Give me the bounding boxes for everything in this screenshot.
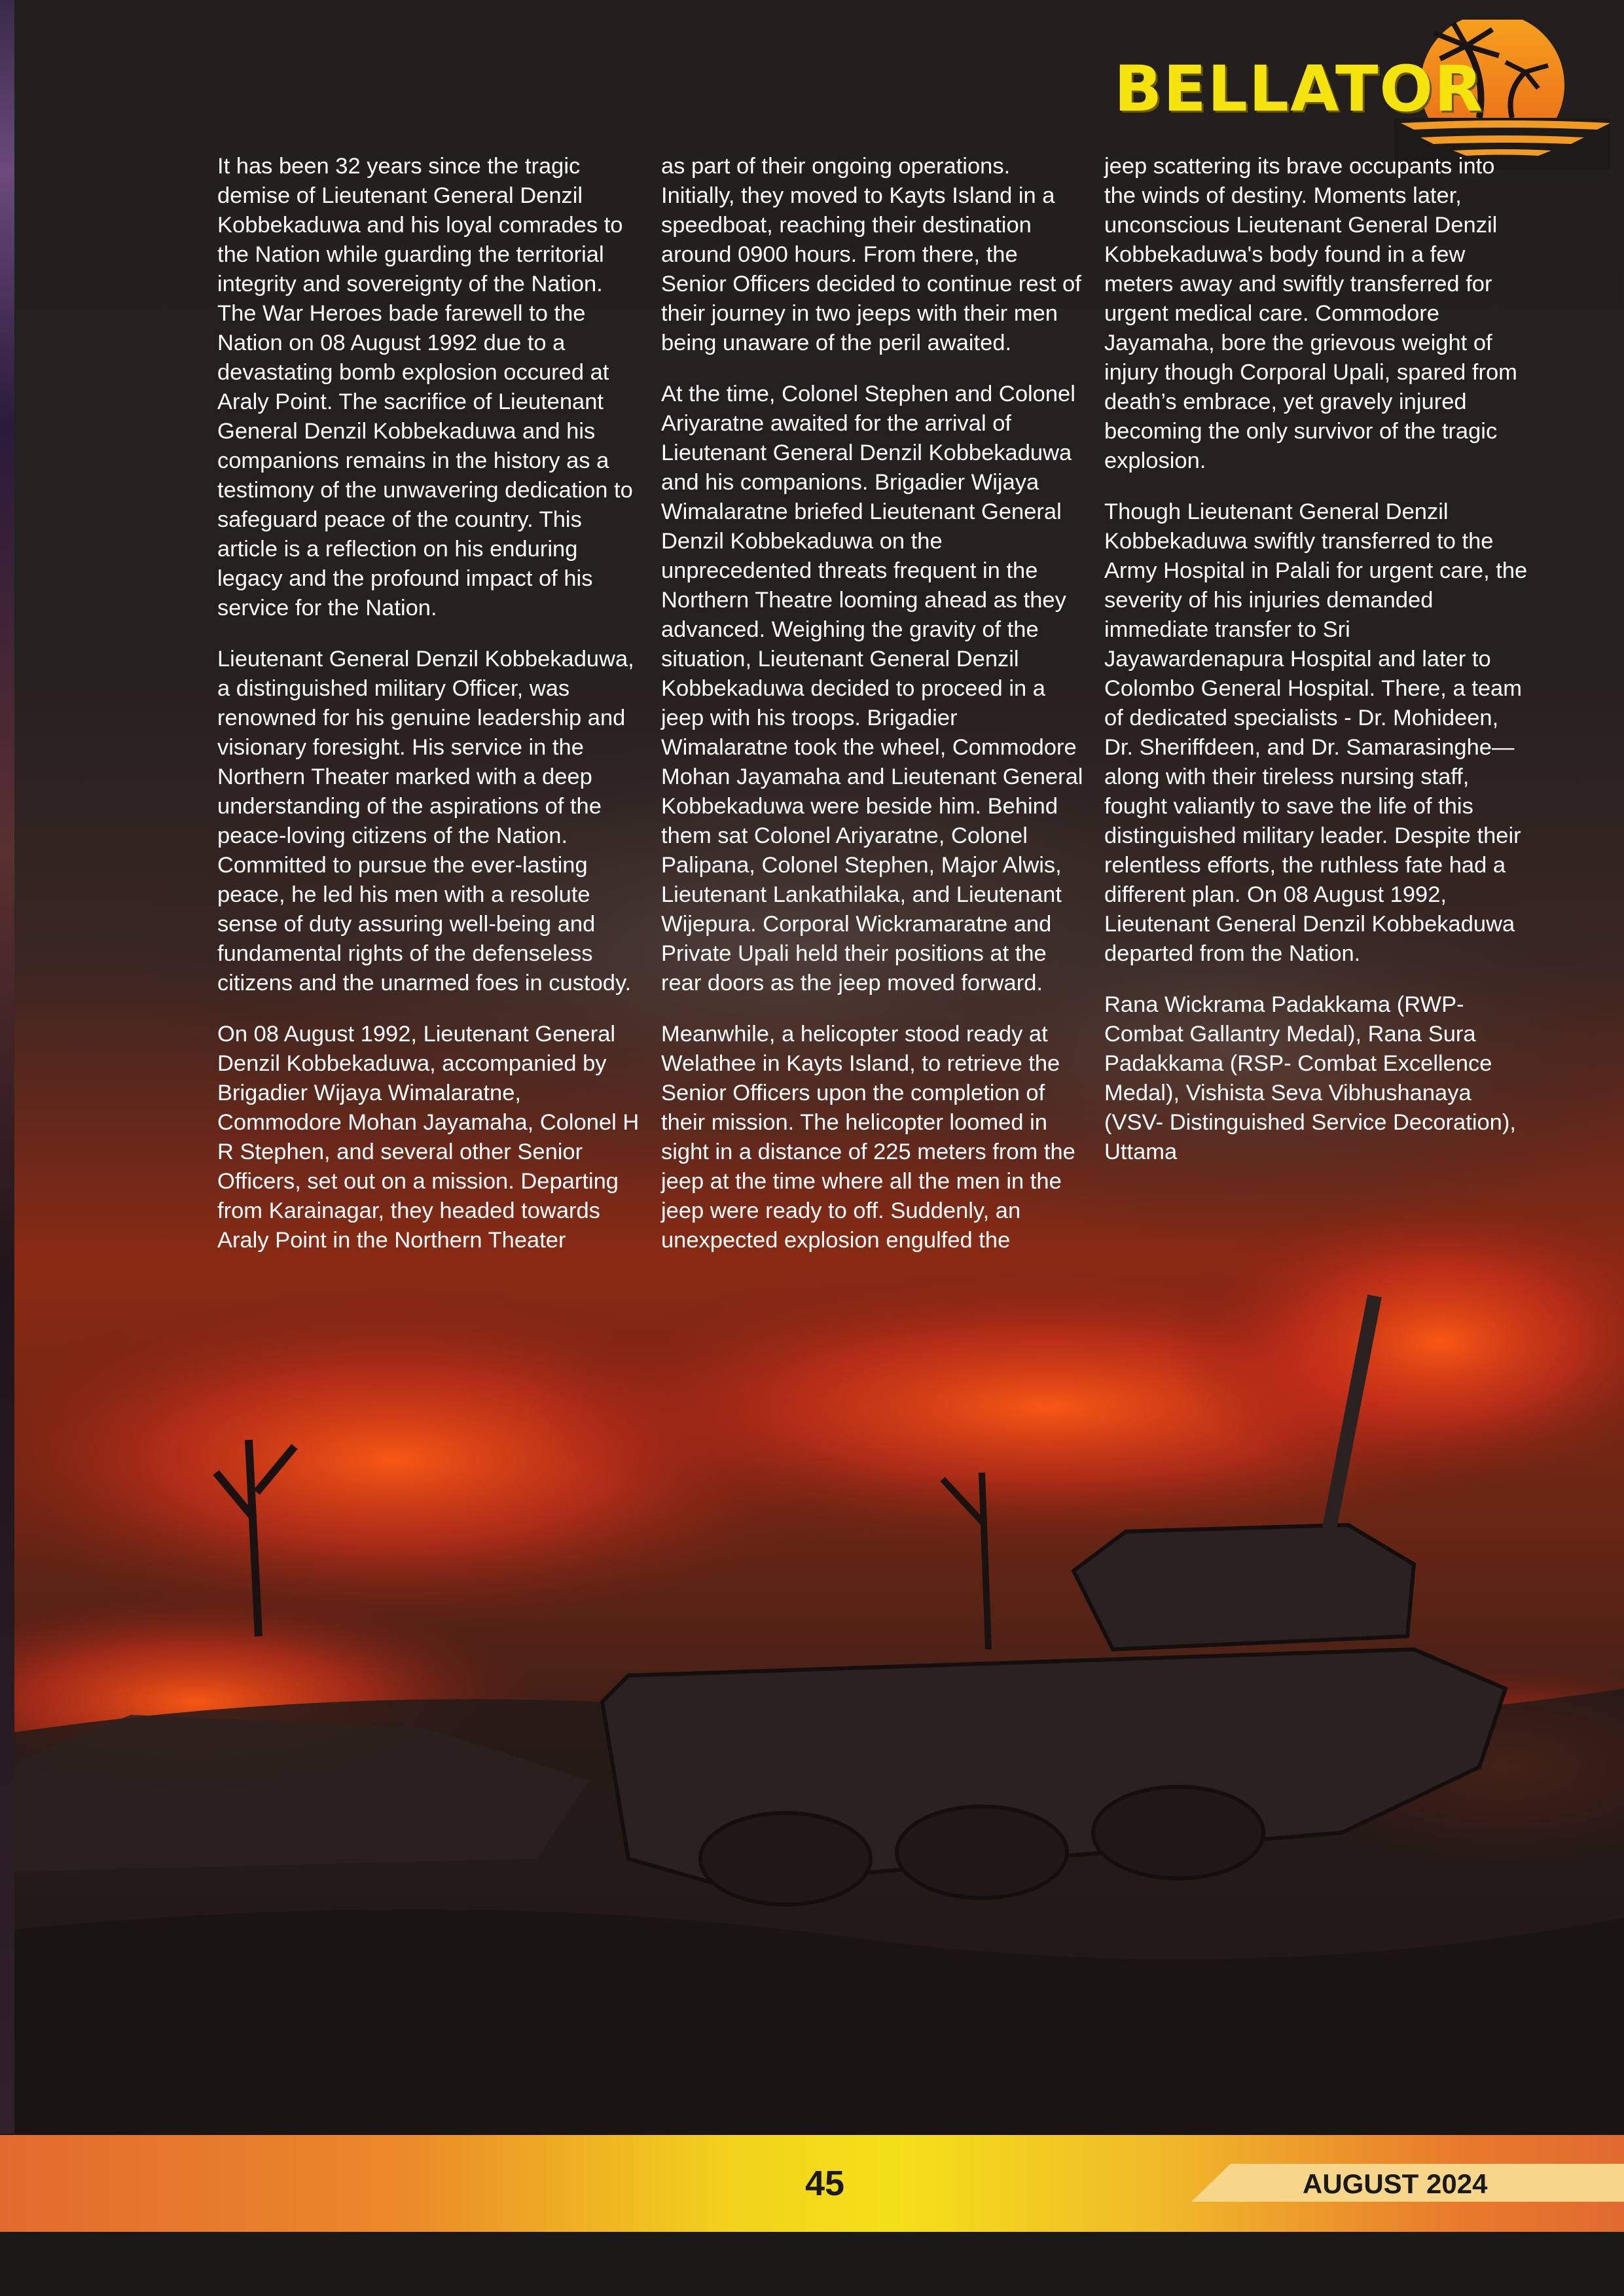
article-column-2 [661, 152, 1087, 1277]
magazine-title: BELLATOR [1114, 52, 1484, 126]
left-edge-image-strip [0, 0, 14, 2134]
paragraph: Rana Wickrama Padakkama (RWP- Combat Gallantry Medal), Rana Sura Padakkama (RSP- Combat Excellence Medal), Vishista Seva Vibhushanaya (VSV- Distinguished Service Decoration), Uttama [1104, 992, 1516, 1164]
paragraph: It has been 32 years since the tragic demise of Lieutenant General Denzil Kobbekaduwa and his loyal comrades to the Nation while guarding the territorial integrity and sovereignty of the Nation. The War Heroes bade farewell to the Nation on 08 August 1992 due to a devastating bomb explosion occured at Araly Point. The sacrifice of Lieutenant General Denzil Kobbekaduwa and his companions remains in the history as a testimony of the unwavering dedication to safeguard peace of the country. This article is a reflection on his enduring legacy and the profound impact of his service for the Nation. [217, 154, 633, 620]
issue-date: AUGUST 2024 [1303, 2168, 1488, 2199]
article-column-3 [1104, 152, 1530, 1189]
paragraph: jeep scattering its brave occupants into the winds of destiny. Moments later, unconscious Lieutenant General Denzil Kobbekaduwa's body found in a few meters away and swiftly transferred for urgent medical care. Commodore Jayamaha, bore the grievous weight of injury though Corporal Upali, spared from death’s embrace, yet gravely injured becoming the only survivor of the tragic explosion. [1104, 154, 1517, 473]
paragraph: as part of their ongoing operations. Initially, they moved to Kayts Island in a speedboat, reaching their destination around 0900 hours. From there, the Senior Officers decided to continue rest of their journey in two jeeps with their men being unaware of the peril awaited. [661, 154, 1081, 355]
bottom-band [0, 2232, 1624, 2296]
page-number: 45 [804, 2164, 845, 2203]
article-column-1 [217, 152, 643, 1277]
paragraph: Though Lieutenant General Denzil Kobbekaduwa swiftly transferred to the Army Hospital in Palali for urgent care, the severity of his injuries demanded immediate transfer to Sri Jayawardenapura Hospital and later to Colombo General Hospital. There, a team of dedicated specialists - Dr. Mohideen, Dr. Sheriffdeen, and Dr. Samarasinghe—along with their tireless nursing staff, fought valiantly to save the life of this distinguished military leader. Despite their relentless efforts, the ruthless fate had a different plan. On 08 August 1992, Lieutenant General Denzil Kobbekaduwa departed from the Nation. [1104, 499, 1528, 966]
paragraph: Meanwhile, a helicopter stood ready at Welathee in Kayts Island, to retrieve the Senior Officers upon the completion of their mission. The helicopter loomed in sight in a distance of 225 meters from the jeep at the time where all the men in the jeep were ready to off. Suddenly, an unexpected explosion engulfed the [661, 1022, 1075, 1253]
paragraph: At the time, Colonel Stephen and Colonel Ariyaratne awaited for the arrival of Lieutenant General Denzil Kobbekaduwa and his companions. Brigadier Wijaya Wimalaratne briefed Lieutenant General Denzil Kobbekaduwa on the unprecedented threats frequent in the Northern Theatre looming ahead as they advanced. Weighing the gravity of the situation, Lieutenant General Denzil Kobbekaduwa decided to proceed in a jeep with his troops. Brigadier Wimalaratne took the wheel, Commodore Mohan Jayamaha and Lieutenant General Kobbekaduwa were beside him. Behind them sat Colonel Ariyaratne, Colonel Palipana, Colonel Stephen, Major Alwis, Lieutenant Lankathilaka, and Lieutenant Wijepura. Corporal Wickramaratne and Private Upali held their positions at the rear doors as the jeep moved forward. [661, 382, 1083, 996]
paragraph: On 08 August 1992, Lieutenant General Denzil Kobbekaduwa, accompanied by Brigadier Wijaya Wimalaratne, Commodore Mohan Jayamaha, Colonel H R Stephen, and several other Senior Officers, set out on a mission. Departing from Karainagar, they headed towards Araly Point in the Northern Theater [217, 1022, 640, 1253]
paragraph: Lieutenant General Denzil Kobbekaduwa, a distinguished military Officer, was renowned for his genuine leadership and visionary foresight. His service in the Northern Theater marked with a deep understanding of the aspirations of the peace-loving citizens of the Nation. Committed to pursue the ever-lasting peace, he led his men with a resolute sense of duty assuring well-being and fundamental rights of the defenseless citizens and the unarmed foes in custody. [217, 647, 634, 996]
